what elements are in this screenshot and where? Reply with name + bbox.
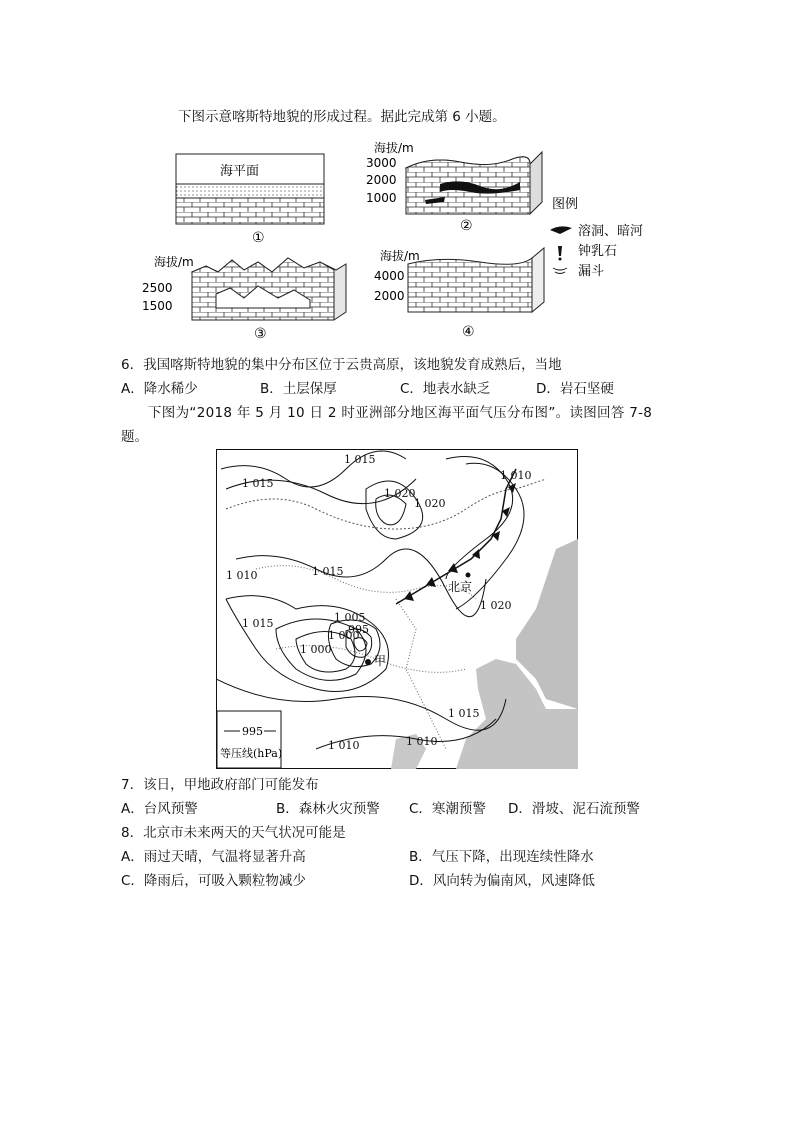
point-jia: 甲 (374, 654, 387, 668)
svg-text:1000: 1000 (366, 191, 397, 205)
q6-stem: 6．我国喀斯特地貌的集中分布区位于云贵高原，该地貌发育成熟后，当地 (121, 357, 562, 373)
q7-option-d[interactable]: D．滑坡、泥石流预警 (508, 801, 640, 817)
q7-option-b[interactable]: B．森林火灾预警 (276, 801, 380, 817)
q6-option-d[interactable]: D．岩石坚硬 (536, 381, 614, 397)
svg-text:1 015: 1 015 (242, 477, 274, 490)
svg-text:③: ③ (254, 326, 267, 342)
svg-text:1 020: 1 020 (414, 497, 446, 510)
q6-option-b[interactable]: B．土层保厚 (260, 381, 337, 397)
q78-intro-line1: 下图为“2018 年 5 月 10 日 2 时亚洲部分地区海平面气压分布图”。读图回答 7-8 (148, 405, 653, 421)
svg-text:海拔/m: 海拔/m (154, 255, 194, 269)
svg-text:1 020: 1 020 (384, 487, 416, 500)
q8-option-c[interactable]: C．降雨后，可吸入颗粒物减少 (121, 873, 306, 889)
svg-text:1 000: 1 000 (328, 629, 360, 642)
legend-isobar-text: 等压线(hPa) (220, 747, 283, 760)
svg-text:图例: 图例 (552, 197, 579, 212)
karst-diagram (140, 142, 700, 342)
svg-text:4000: 4000 (374, 269, 405, 283)
svg-text:④: ④ (462, 324, 475, 340)
q7-stem: 7．该日，甲地政府部门可能发布 (121, 777, 319, 793)
legend-isobar-value: 995 (242, 725, 263, 738)
panel-num-1: ① (252, 230, 265, 246)
svg-text:1 000: 1 000 (300, 643, 332, 656)
karst-panel-2 (366, 142, 542, 234)
q8-option-d[interactable]: D．风向转为偏南风，风速降低 (409, 873, 595, 889)
q6-option-a[interactable]: A．降水稀少 (121, 381, 198, 397)
pressure-map (216, 449, 578, 769)
karst-panel-4 (374, 248, 544, 340)
svg-text:海拔/m: 海拔/m (374, 142, 414, 155)
karst-panel-1 (176, 154, 324, 246)
svg-text:漏斗: 漏斗 (578, 264, 605, 279)
svg-text:1 015: 1 015 (242, 617, 274, 630)
svg-text:1 010: 1 010 (406, 735, 438, 748)
karst-legend (550, 197, 643, 279)
map-legend (217, 711, 282, 768)
svg-text:1 020: 1 020 (480, 599, 512, 612)
q7-option-a[interactable]: A．台风预警 (121, 801, 198, 817)
svg-text:溶洞、暗河: 溶洞、暗河 (578, 224, 644, 239)
karst-panel-3 (142, 254, 346, 342)
q8-option-b[interactable]: B．气压下降，出现连续性降水 (409, 849, 594, 865)
svg-text:钟乳石: 钟乳石 (578, 244, 618, 259)
svg-text:1 010: 1 010 (226, 569, 258, 582)
q6-intro: 下图示意喀斯特地貌的形成过程。据此完成第 6 小题。 (178, 109, 506, 125)
svg-text:1 015: 1 015 (312, 565, 344, 578)
q6-option-c[interactable]: C．地表水缺乏 (400, 381, 491, 397)
sea-level-label: 海平面 (220, 164, 260, 179)
svg-text:1 010: 1 010 (328, 739, 360, 752)
svg-text:1 005: 1 005 (334, 611, 366, 624)
svg-text:1 010: 1 010 (500, 469, 532, 482)
svg-text:1 015: 1 015 (448, 707, 480, 720)
svg-text:3000: 3000 (366, 156, 397, 170)
svg-text:995: 995 (348, 623, 369, 636)
svg-text:2500: 2500 (142, 281, 173, 295)
svg-text:海拔/m: 海拔/m (380, 249, 420, 263)
svg-text:1500: 1500 (142, 299, 173, 313)
svg-text:2000: 2000 (374, 289, 405, 303)
svg-text:②: ② (460, 218, 473, 234)
q8-stem: 8．北京市未来两天的天气状况可能是 (121, 825, 346, 841)
city-beijing: 北京 (448, 580, 473, 594)
q7-option-c[interactable]: C．寒潮预警 (409, 801, 486, 817)
q8-option-a[interactable]: A．雨过天晴，气温将显著升高 (121, 849, 306, 865)
svg-text:2000: 2000 (366, 173, 397, 187)
svg-text:1 015: 1 015 (344, 453, 376, 466)
q78-intro-line2: 题。 (121, 429, 148, 445)
